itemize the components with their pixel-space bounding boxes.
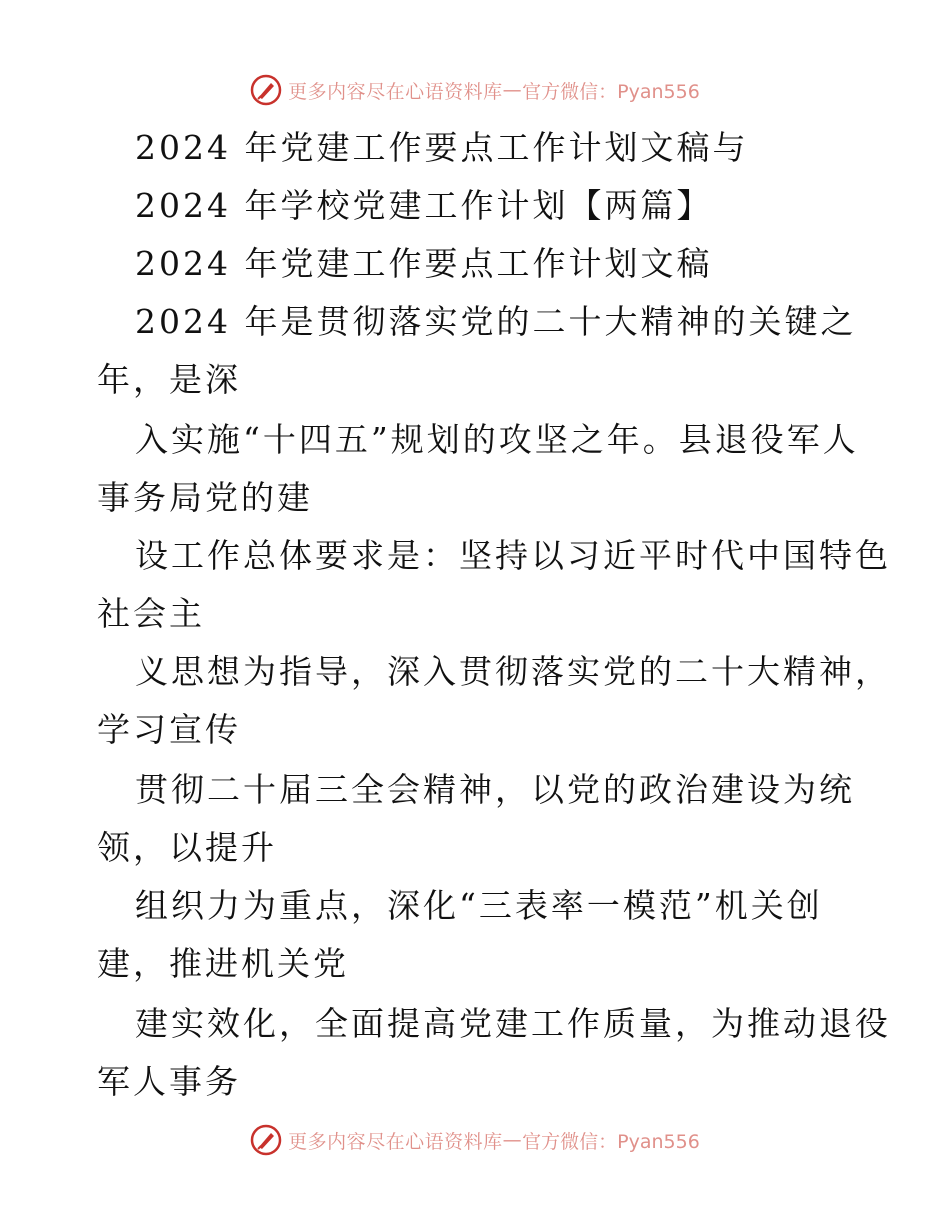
- paragraph-line: 组织力为重点，深化“三表率一模范”机关创: [135, 886, 823, 925]
- header-watermark-banner: [0, 70, 950, 110]
- paragraph-line: 社会主: [97, 594, 205, 633]
- banner-site-text: 更多内容尽在心语资料库: [288, 1130, 503, 1153]
- document-title-line-1: 2024 年党建工作要点工作计划文稿与: [135, 128, 749, 167]
- paragraph-line: 2024 年是贯彻落实党的二十大精神的关键之: [135, 302, 857, 341]
- banner-site-text: 更多内容尽在心语资料库: [288, 80, 503, 103]
- footer-watermark-banner: [0, 1120, 950, 1160]
- quill-pen-logo-icon: [250, 74, 282, 106]
- document-title-line-2: 2024 年学校党建工作计划【两篇】: [135, 186, 713, 225]
- paragraph-line: 义思想为指导，深入贯彻落实党的二十大精神，: [135, 652, 891, 691]
- paragraph-line: 年，是深: [97, 360, 241, 399]
- paragraph-line: 贯彻二十届三全会精神，以党的政治建设为统: [135, 770, 855, 809]
- banner-dash: —: [502, 79, 523, 101]
- paragraph-line: 军人事务: [97, 1062, 241, 1101]
- section-title: 2024 年党建工作要点工作计划文稿: [135, 244, 713, 283]
- paragraph-line: 领，以提升: [97, 828, 277, 867]
- banner-wechat-text: 官方微信：Pyan556: [522, 80, 700, 103]
- quill-pen-logo-icon: [250, 1124, 282, 1156]
- paragraph-line: 学习宣传: [97, 710, 241, 749]
- paragraph-line: 入实施“十四五”规划的攻坚之年。县退役军人: [135, 420, 859, 459]
- banner-dash: —: [502, 1129, 523, 1151]
- banner-wechat-text: 官方微信：Pyan556: [522, 1130, 700, 1153]
- paragraph-line: 建，推进机关党: [97, 944, 349, 983]
- paragraph-line: 设工作总体要求是：坚持以习近平时代中国特色: [135, 536, 891, 575]
- paragraph-line: 建实效化，全面提高党建工作质量，为推动退役: [135, 1004, 891, 1043]
- paragraph-line: 事务局党的建: [97, 478, 313, 517]
